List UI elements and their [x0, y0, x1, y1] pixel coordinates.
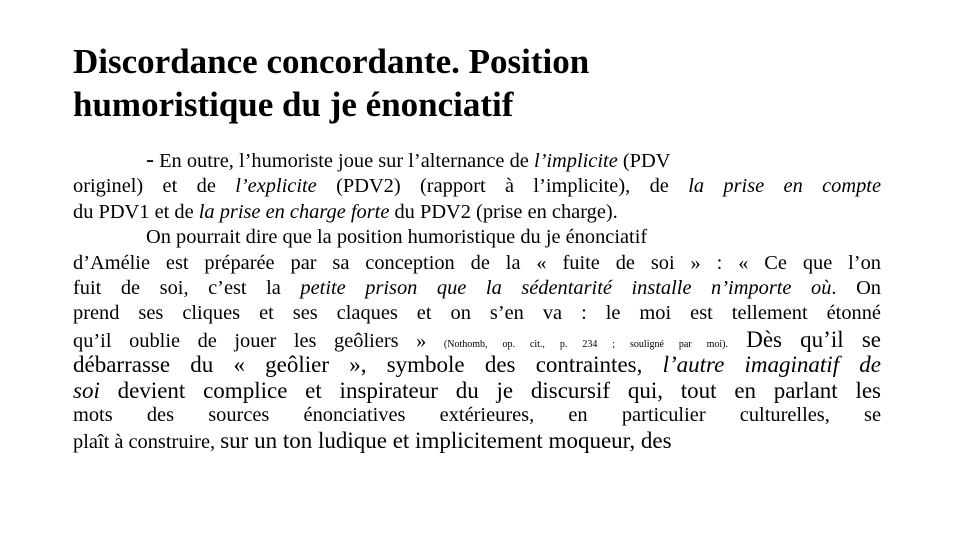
text-line-9: débarrasse du « geôlier », symbole des contraintes, l’autre imaginatif de [73, 352, 881, 378]
citation-reference: (Nothomb, op. cit., p. 234 ; souligné par moi). [443, 338, 728, 350]
dash-bullet: - [146, 147, 154, 173]
slide-title [73, 40, 893, 126]
text-line-4: On pourrait dire que la position humoristique du je énonciatif [146, 226, 648, 249]
emphasis-prise-en-compte: la prise en compte [688, 175, 881, 198]
emphasis-explicite: l’explicite [235, 175, 317, 198]
text-line-11: mots des sources énonciatives extérieures, en particulier culturelles, se [73, 403, 881, 426]
text-line-8: qu’il oublie de jouer les geôliers » (Nothomb, op. cit., p. 234 ; souligné par moi). Dès qu’il se [73, 326, 881, 352]
emphasis-implicite: l’implicite [533, 150, 618, 172]
body-paragraph [73, 148, 881, 456]
text-line-6: fuit de soi, c’est la petite prison que la sédentarité installe n’importe où. On [73, 277, 881, 299]
text-line-1: - En outre, l’humoriste joue sur l’alternance de l’implicite (PDV [146, 147, 671, 173]
text-line-7: prend ses cliques et ses claques et on s’en va : le moi est tellement étonné [73, 302, 881, 325]
emphasis-petite-prison: petite prison que la sédentarité installe n’importe où [300, 277, 832, 299]
emphasis-soi: soi [73, 377, 100, 403]
title-line-2: humoristique du je énonciatif [73, 85, 514, 124]
emphasis-autre-imaginatif: l’autre imaginatif de [662, 352, 881, 378]
text-line-5: d’Amélie est préparée par sa conception de la « fuite de soi » : « Ce que l’on [73, 251, 881, 274]
emphasis-prise-en-charge: la prise en charge forte [198, 200, 390, 223]
text-line-2: originel) et de l’explicite (PDV2) (rapport à l’implicite), de la prise en compte [73, 175, 881, 198]
text-line-12: plaît à construire, sur un ton ludique et implicitement moqueur, des [73, 428, 672, 454]
text-line-10: soi devient complice et inspirateur du je discursif qui, tout en parlant les [73, 377, 881, 403]
title-line-1: Discordance concordante. Position [73, 42, 590, 81]
text-line-3: du PDV1 et de la prise en charge forte du PDV2 (prise en charge). [73, 200, 618, 223]
